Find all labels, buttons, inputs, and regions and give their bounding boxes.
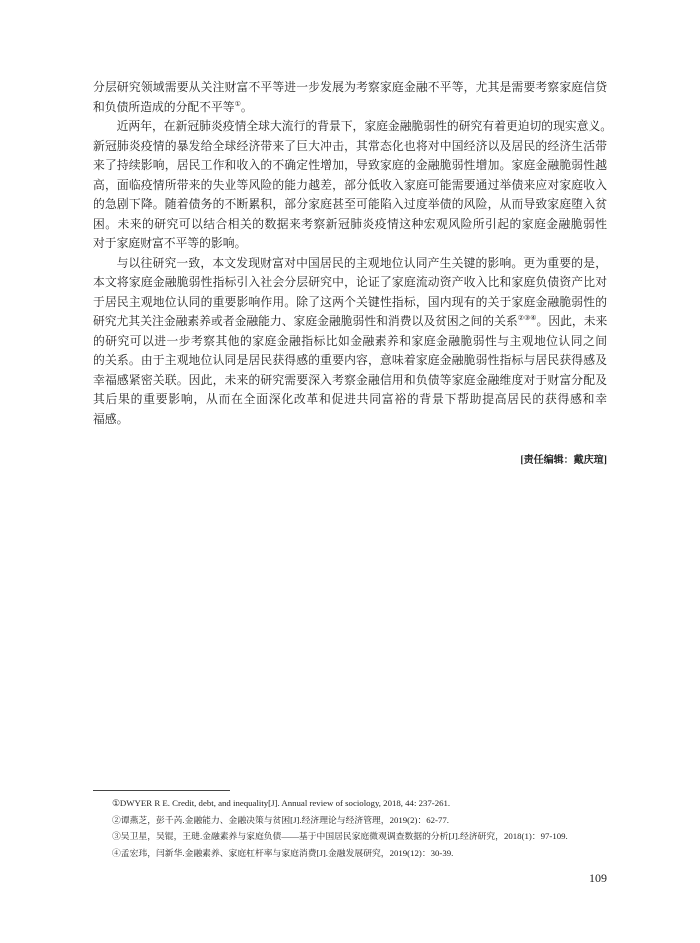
para3-line7: 幸福感紧密关联。因此，未来的研究需要深入考察金融信用和负债等家庭金融维度对于财富分配及 xyxy=(93,372,607,387)
para3-line4-text: 研究尤其关注金融素养或者金融能力、家庭金融脆弱性和消费以及贫困之间的关系 xyxy=(93,314,518,328)
para1-line2 xyxy=(93,98,607,118)
footnote-2: ②谭燕芝，彭千芮.金融能力、金融决策与贫困[J].经济理论与经济管理，2019(2)：62-77. xyxy=(112,814,449,825)
footnote-3: ③吴卫星，吴锟，王琎.金融素养与家庭负债——基于中国居民家庭微观调查数据的分析[J].经济研究，2018(1)：97-109. xyxy=(112,831,568,841)
para1-line2-text: 和负债所造成的分配不平等 xyxy=(93,99,235,114)
para2-line1: 近两年，在新冠肺炎疫情全球大流行的背景下，家庭金融脆弱性的研究有着更迫切的现实意义。 xyxy=(116,119,613,133)
body-text xyxy=(93,78,613,429)
para3-line4-end: 。因此，未来 xyxy=(536,314,608,328)
para2-line5: 的急剧下降。随着债务的不断累积，部分家庭甚至可能陷入过度举债的风险，从而导致家庭堕入贫 xyxy=(93,197,607,211)
para3-line2: 本文将家庭金融脆弱性指标引入社会分层研究中，论证了家庭流动资产收入比和家庭负债资产比对 xyxy=(93,275,607,289)
page-number: 109 xyxy=(589,871,607,885)
para3-line6: 的关系。由于主观地位认同是居民获得感的重要内容，意味着家庭金融脆弱性指标与居民获得感及 xyxy=(93,353,607,367)
para2-line2: 新冠肺炎疫情的暴发给全球经济带来了巨大冲击，其常态化也将对中国经济以及居民的经济生活带 xyxy=(93,138,607,153)
para1-line1: 分层研究领域需要从关注财富不平等进一步发展为考察家庭金融不平等，尤其是需要考察家庭信贷 xyxy=(93,80,607,94)
footnote-separator xyxy=(93,790,230,791)
para2-line4: 高，面临疫情所带来的失业等风险的能力越差，部分低收入家庭可能需要通过举债来应对家庭收入 xyxy=(93,177,607,192)
para2-line7: 对于家庭财富不平等的影响。 xyxy=(93,236,247,250)
footnote-4: ④孟宏玮，闫新华.金融素养、家庭杠杆率与家庭消费[J].金融发展研究，2019(12)：30-39. xyxy=(112,847,454,858)
para3-line8: 其后果的重要影响，从而在全面深化改革和促进共同富裕的背景下帮助提高居民的获得感和幸 xyxy=(93,392,607,406)
para3-line5: 的研究可以进一步考察其他的家庭金融指标比如金融素养和家庭金融脆弱性与主观地位认同之间 xyxy=(93,333,607,348)
footnote-ref-2-3-4: ②③④ xyxy=(517,314,537,322)
footnotes xyxy=(112,795,607,861)
footnote-ref-1: ① xyxy=(234,99,241,108)
para1-line2-end: 。 xyxy=(240,99,253,114)
para3-line9: 福感。 xyxy=(93,411,129,426)
para2-line6: 困。未来的研究可以结合相关的数据来考察新冠肺炎疫情这种宏观风险所引起的家庭金融脆弱性 xyxy=(93,216,607,231)
para3-line1: 与以往研究一致，本文发现财富对中国居民的主观地位认同产生关键的影响。更为重要的是， xyxy=(116,255,607,270)
para2-line3: 来了持续影响，居民工作和收入的不确定性增加，导致家庭的金融脆弱性增加。家庭金融脆弱性越 xyxy=(93,158,607,172)
editor-note: [责任编辑：戴庆瑄] xyxy=(520,455,607,466)
para3-line4 xyxy=(93,312,607,332)
footnote-1: ①DWYER R E. Credit, debt, and inequality[J]. Annual review of sociology, 2018, 44: 237-261. xyxy=(112,798,451,808)
para3-line3: 于居民主观地位认同的重要影响作用。除了这两个关键性指标，国内现有的关于家庭金融脆弱性的 xyxy=(93,294,607,309)
